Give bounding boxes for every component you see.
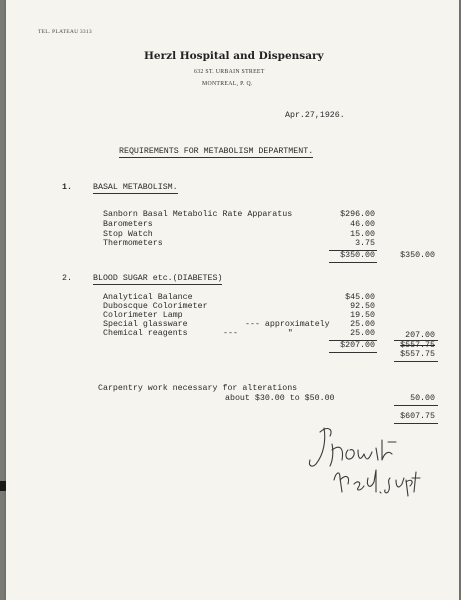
subtotal-double-rule [329, 352, 377, 353]
item-amount: $45.00 [345, 293, 375, 302]
item-name: Chemical reagents [103, 329, 188, 338]
carpentry-line-1: Carpentry work necessary for alterations [98, 384, 298, 393]
item-amount: 19.50 [350, 311, 375, 320]
telephone-line: TEL. PLATEAU 3313 [38, 29, 92, 35]
carpentry-rule [394, 405, 438, 406]
item-amount: 25.00 [350, 320, 375, 329]
item-name: Thermometers [103, 239, 163, 248]
subtotal-double-rule [329, 262, 377, 263]
item-name: Special glassware [103, 320, 188, 329]
street-address: 632 ST. URBAIN STREET [194, 69, 265, 75]
item-name: Barometers [103, 220, 153, 229]
item-name: Sanborn Basal Metabolic Rate Apparatus [103, 210, 293, 219]
city-address: MONTREAL, P. Q. [202, 81, 253, 87]
section-1-total: $350.00 [400, 251, 435, 260]
document-title: REQUIREMENTS FOR METABOLISM DEPARTMENT. [119, 148, 313, 158]
item-name: Analytical Balance [103, 293, 193, 302]
item-name: Duboscque Colorimeter [103, 302, 208, 311]
letter-page [6, 0, 459, 600]
section-2-subtotal: $207.00 [340, 341, 375, 350]
item-amount: 3.75 [355, 239, 375, 248]
section-2-heading: BLOOD SUGAR etc.(DIABETES) [93, 275, 222, 285]
item-amount: 46.00 [350, 220, 375, 229]
item-amount: 15.00 [350, 230, 375, 239]
carpentry-amount: 50.00 [410, 394, 435, 403]
item-name: Stop Watch [103, 230, 153, 239]
section-1-number: 1. [62, 183, 72, 192]
section-2-total: 207.00 [405, 331, 435, 340]
item-amount: 92.50 [350, 302, 375, 311]
running-total: $557.75 [400, 350, 435, 359]
section-1-subtotal: $350.00 [340, 251, 375, 260]
carpentry-line-2: about $30.00 to $50.00 [225, 394, 335, 403]
item-note: --- " [223, 329, 293, 338]
struck-running-total: $557.75 [400, 341, 435, 350]
letter-date: Apr.27,1926. [285, 111, 345, 120]
item-note: --- approximately [245, 320, 330, 329]
grand-total: $607.75 [400, 412, 435, 421]
section-2-number: 2. [62, 274, 72, 283]
section-1-heading: BASAL METABOLISM. [93, 184, 178, 194]
handwritten-signature [296, 420, 426, 510]
hospital-name: Herzl Hospital and Dispensary [144, 50, 324, 62]
item-amount: $296.00 [340, 210, 375, 219]
item-name: Colorimeter Lamp [103, 311, 183, 320]
item-amount: 25.00 [350, 329, 375, 338]
running-total-rule [394, 361, 438, 362]
scan-edge-mark [0, 481, 6, 491]
